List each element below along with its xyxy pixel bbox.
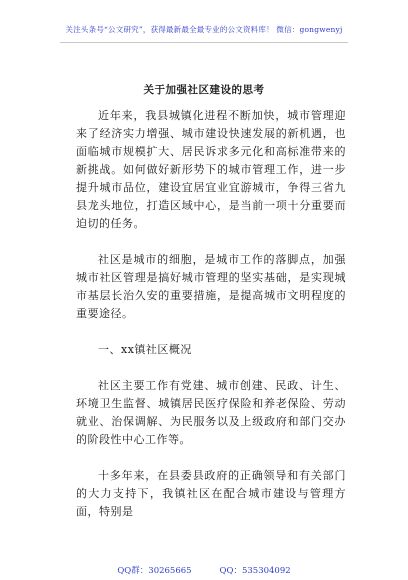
document-body xyxy=(76,107,346,521)
paragraph-main-work: 社区主要工作有党建、城市创建、民政、计生、环境卫生监督、城镇居民医疗保险和养老保险、劳动就业、治保调解、为民服务以及上级政府和部门交办的阶段性中心工作等。 xyxy=(76,379,346,446)
paragraph-history: 十多年来，在县委县政府的正确领导和有关部门的大力支持下，我镇社区在配合城市建设与管理方面，特别是 xyxy=(76,469,346,518)
footer-qq-group: QQ群：30265665 xyxy=(117,566,192,576)
header-divider xyxy=(60,42,348,43)
paragraph-community-role: 社区是城市的细胞，是城市工作的落脚点，加强城市社区管理是搞好城市管理的坚实基础，是实现城市基层长治久安的重要措施，是提高城市文明程度的重要途径。 xyxy=(76,253,346,320)
footer-contact xyxy=(0,564,408,576)
document-title: 关于加强社区建设的思考 xyxy=(143,84,265,96)
paragraph-intro: 近年来，我县城镇化进程不断加快，城市管理迎来了经济实力增强、城市建设快速发展的新机遇，也面临城市规模扩大、居民诉求多元化和高标准带来的新挑战。如何做好新形势下的城市管理工作，进一步提升城市品位，建设宜居宜业宜游城市，争得三省九县龙头地位，打造区域中心，是当前一项十分重要而迫切的任务。 xyxy=(76,109,346,230)
section-heading-overview: 一、xx镇社区概况 xyxy=(98,343,192,356)
header-banner: 关注头条号“公文研究”，获得最新最全最专业的公文资料库！ 微信：gongwenyj xyxy=(65,25,343,34)
footer-qq-number: QQ：535304092 xyxy=(219,566,291,576)
